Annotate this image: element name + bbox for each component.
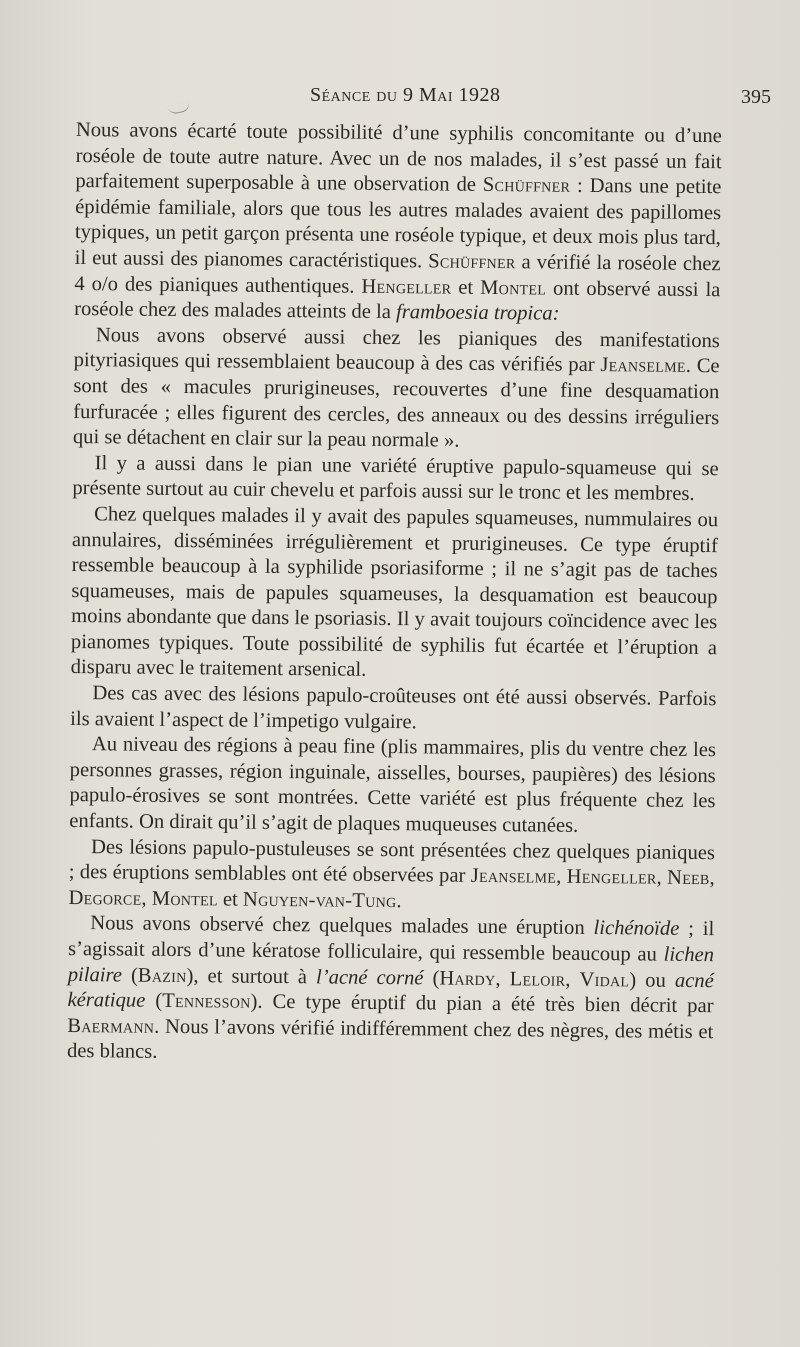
author-name: Hengeller [361, 275, 452, 299]
author-name: Tennesson [162, 990, 251, 1013]
text-run: , [141, 887, 152, 910]
author-name: Schüffner [428, 250, 516, 274]
author-name: Neeb [666, 866, 710, 890]
text-run: ont observé aussi la roséole chez des malades atteints de la [74, 277, 721, 324]
italic-term: framboesia tropica: [395, 301, 560, 325]
text-run: Nous avons écarté toute possibilité d’une syphilis concomitante ou d’une roséole de toute autre nature. Avec un de nos malades, il s’est passé un fait parfaitement superposable à une observation de [75, 118, 722, 197]
author-name: Montel [480, 276, 547, 300]
text-run: , [656, 866, 668, 889]
body-text [67, 118, 722, 1071]
text-run: , [565, 968, 580, 991]
text-run: Chez quelques malades il y avait des papules squameuses, nummulaires ou annulaires, disséminées irrégulièrement et prurigineuses. Ce type éruptif ressemble beaucoup à la syphilide psoriasiforme ; il ne s’agit pas de taches squameuses, mais de papules squameuses, la desquamation est beaucoup moins abondante que dans le psoriasis. Il y avait toujours coïncidence avec les pianomes typiques. Toute possibilité de syphilis fut écartée et l’éruption a disparu avec le traitement arsenical. [70, 503, 719, 682]
text-run: . Ce sont des « macules prurigineuses, recouvertes d’une fine desquamation furfuracée ; elles figurent des cercles, des anneaux ou des dessins irréguliers qui se détachent en clair sur la peau normale ». [72, 355, 720, 452]
paragraph [68, 835, 715, 918]
paragraph [70, 681, 716, 738]
text-run: ( [145, 989, 163, 1013]
text-run: et [451, 276, 481, 299]
italic-term: lichen pilaire [67, 943, 715, 987]
text-run: a vérifié la roséole chez 4 o/o des pianiques authentiques. [74, 251, 721, 298]
paragraph [71, 502, 719, 687]
author-name: Montel [151, 887, 218, 911]
running-title: Séance du 9 Mai 1928 [310, 84, 501, 106]
text-run: Nous avons observé aussi chez les pianiques des manifestations pityriasiques qui ressemblaient beaucoup à des cas vérifiés par [73, 323, 720, 377]
paragraph [69, 732, 716, 841]
page-number: 395 [741, 86, 771, 108]
author-name: Jeanselme [470, 865, 557, 888]
text-run: ; il s’agissait alors d’une kératose folliculaire, qui ressemble beaucoup au [67, 918, 715, 966]
text-run: : Dans une petite épidémie familiale, alors que tous les autres malades avaient des papillomes typiques, un petit garçon présenta une roséole typique, et deux mois plus tard, il eut aussi des pianomes caractéristiques. [74, 174, 722, 273]
author-name: Hengeller [566, 865, 657, 889]
author-name: Nguyen-van-Tung [242, 888, 397, 912]
text-run: Il y a aussi dans le pian une variété éruptive papulo-squameuse qui se présente surtout au cuir chevelu et parfois aussi sur le tronc et les membres. [72, 451, 719, 506]
paragraph [74, 118, 722, 329]
text-run: et [217, 888, 244, 911]
text-run: Des lésions papulo-pustuleuses se sont présentées chez quelques pianiques ; des éruptions semblables ont été observées par [68, 835, 716, 888]
text-run: , [495, 967, 510, 990]
author-name: Degorce [68, 886, 142, 910]
italic-term: lichénoïde [593, 917, 680, 941]
italic-term: l’acné corné [315, 965, 424, 989]
author-name: Baermann [67, 1014, 155, 1038]
author-name: Hardy [439, 967, 496, 990]
text-run: , [556, 865, 567, 888]
text-run: ), et surtout à [186, 964, 317, 988]
text-run: ). Ce type éruptif du pian a été très bien décrit par [250, 990, 714, 1018]
text-run: ) ou [629, 968, 676, 992]
author-name: Leloir [509, 967, 566, 991]
text-run: Des cas avec des lésions papulo-croûteuses ont été aussi observés. Parfois ils avaient l’aspect de l’impetigo vulgaire. [70, 682, 717, 733]
paragraph [67, 911, 714, 1071]
text-run: , [709, 867, 715, 890]
text-run: ( [423, 966, 440, 990]
text-run: . [396, 889, 402, 912]
author-name: Vidal [579, 968, 630, 991]
author-name: Bazin [137, 964, 187, 987]
page-header [0, 84, 800, 114]
author-name: Jeanselme [600, 354, 686, 378]
paragraph [72, 451, 718, 508]
text-run: . Nous l’avons vérifié indifféremment chez des nègres, des métis et des blancs. [66, 1015, 714, 1064]
italic-term: acné kératique [67, 969, 714, 1012]
text-run: Nous avons observé chez quelques malades une éruption [90, 912, 594, 940]
paragraph [73, 323, 720, 457]
text-run: Au niveau des régions à peau fine (plis mammaires, plis du ventre chez les personnes grasses, région inguinale, aisselles, bourses, paupières) des lésions papulo-érosives se sont montrées. Cette variété est plus fréquente chez les enfants. On dirait qu’il s’agit de plaques muqueuses cutanées. [69, 733, 717, 837]
author-name: Schüffner [482, 174, 571, 197]
text-run: ( [121, 964, 138, 987]
